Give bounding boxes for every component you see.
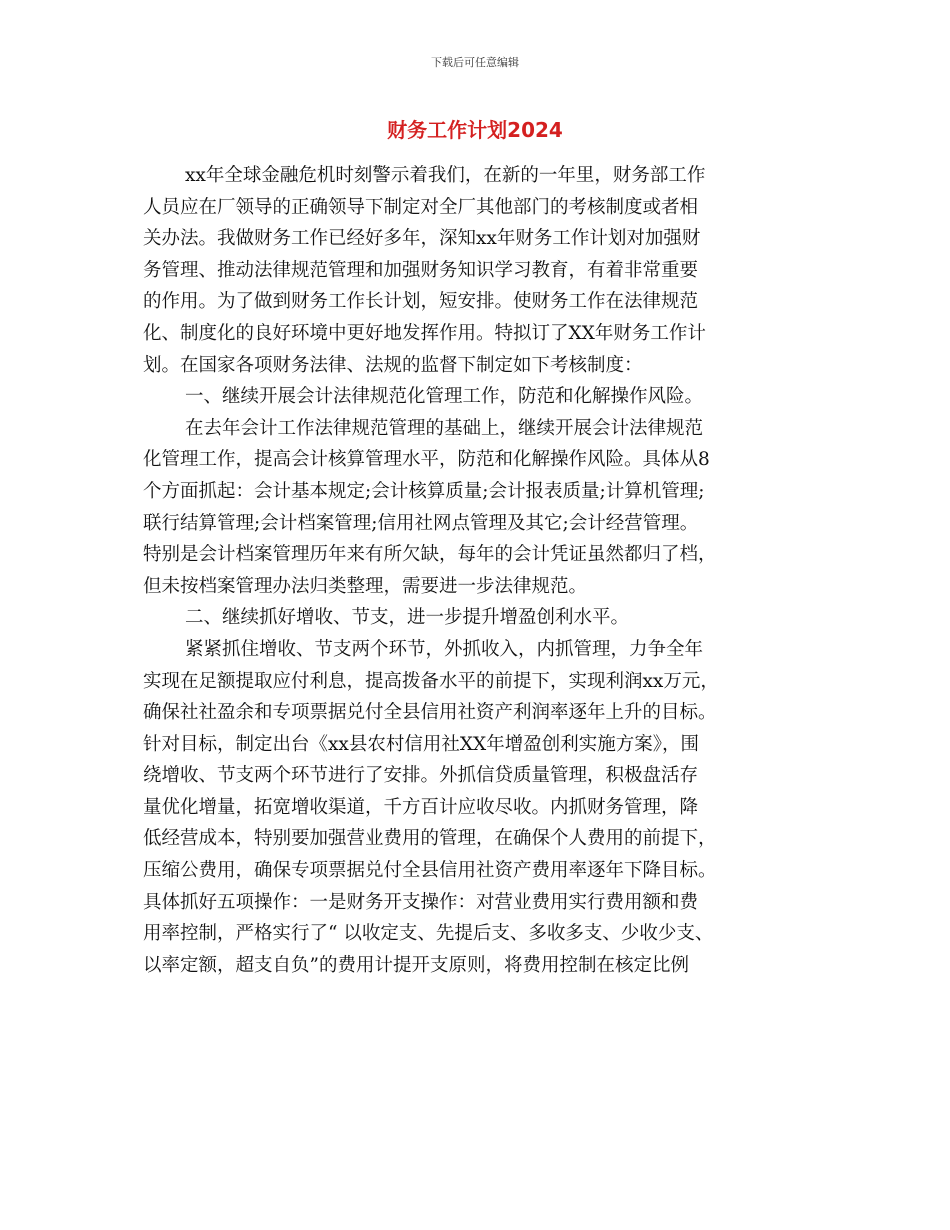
body-line: 个方面抓起：会计基本规定;会计核算质量;会计报表质量;计算机管理;: [143, 480, 705, 502]
body-line: 低经营成本，特别要加强营业费用的管理，在确保个人费用的前提下，: [143, 828, 717, 850]
body-line: 一、继续开展会计法律规范化管理工作，防范和化解操作风险。: [185, 386, 704, 408]
body-line: 紧紧抓住增收、节支两个环节，外抓收入，内抓管理，力争全年: [185, 638, 704, 660]
body-line: 化、制度化的良好环境中更好地发挥作用。特拟订了XX年财务工作计: [143, 322, 706, 344]
body-line: 但未按档案管理办法归类整理，需要进一步法律规范。: [143, 575, 588, 597]
document-body: [143, 160, 823, 981]
body-line: 人员应在厂领导的正确领导下制定对全厂其他部门的考核制度或者相: [143, 196, 699, 218]
body-line: 具体抓好五项操作：一是财务开支操作：对营业费用实行费用额和费: [143, 891, 699, 913]
body-line: 关办法。我做财务工作已经好多年，深知xx年财务工作计划对加强财: [143, 228, 701, 250]
body-line: 在去年会计工作法律规范管理的基础上，继续开展会计法律规范: [185, 417, 704, 439]
page-header-note: 下载后可任意编辑: [431, 56, 519, 69]
body-line: 实现在足额提取应付利息，提高拨备水平的前提下，实现利润xx万元，: [143, 670, 719, 692]
body-line: 特别是会计档案管理历年来有所欠缺，每年的会计凭证虽然都归了档，: [143, 544, 717, 566]
body-line: 的作用。为了做到财务工作长计划，短安排。使财务工作在法律规范: [143, 291, 699, 313]
document-title: 财务工作计划2024: [387, 118, 563, 142]
body-line: 化管理工作，提高会计核算管理水平，防范和化解操作风险。具体从8: [143, 449, 710, 471]
body-line: 用率控制，严格实行了“ 以收定支、先提后支、多收多支、少收少支、: [143, 923, 714, 945]
body-line: 绕增收、节支两个环节进行了安排。外抓信贷质量管理，积极盘活存: [143, 765, 699, 787]
body-line: xx年全球金融危机时刻警示着我们，在新的一年里，财务部工作: [185, 165, 706, 186]
body-line: 以率定额，超支自负”的费用计提开支原则，将费用控制在核定比例: [143, 954, 689, 976]
body-line: 二、继续抓好增收、节支，进一步提升增盈创利水平。: [185, 607, 630, 629]
body-line: 务管理、推动法律规范管理和加强财务知识学习教育，有着非常重要: [143, 259, 699, 281]
body-line: 量优化增量，拓宽增收渠道，千方百计应收尽收。内抓财务管理，降: [143, 796, 699, 818]
body-line: 压缩公费用，确保专项票据兑付全县信用社资产费用率逐年下降目标。: [143, 860, 717, 882]
body-line: 联行结算管理;会计档案管理;信用社网点管理及其它;会计经营管理。: [143, 512, 699, 534]
body-line: 划。在国家各项财务法律、法规的监督下制定如下考核制度：: [143, 354, 643, 376]
body-line: 针对目标，制定出台《xx县农村信用社XX年增盈创利实施方案》，围: [143, 733, 699, 755]
body-line: 确保社社盈余和专项票据兑付全县信用社资产利润率逐年上升的目标。: [143, 702, 717, 724]
